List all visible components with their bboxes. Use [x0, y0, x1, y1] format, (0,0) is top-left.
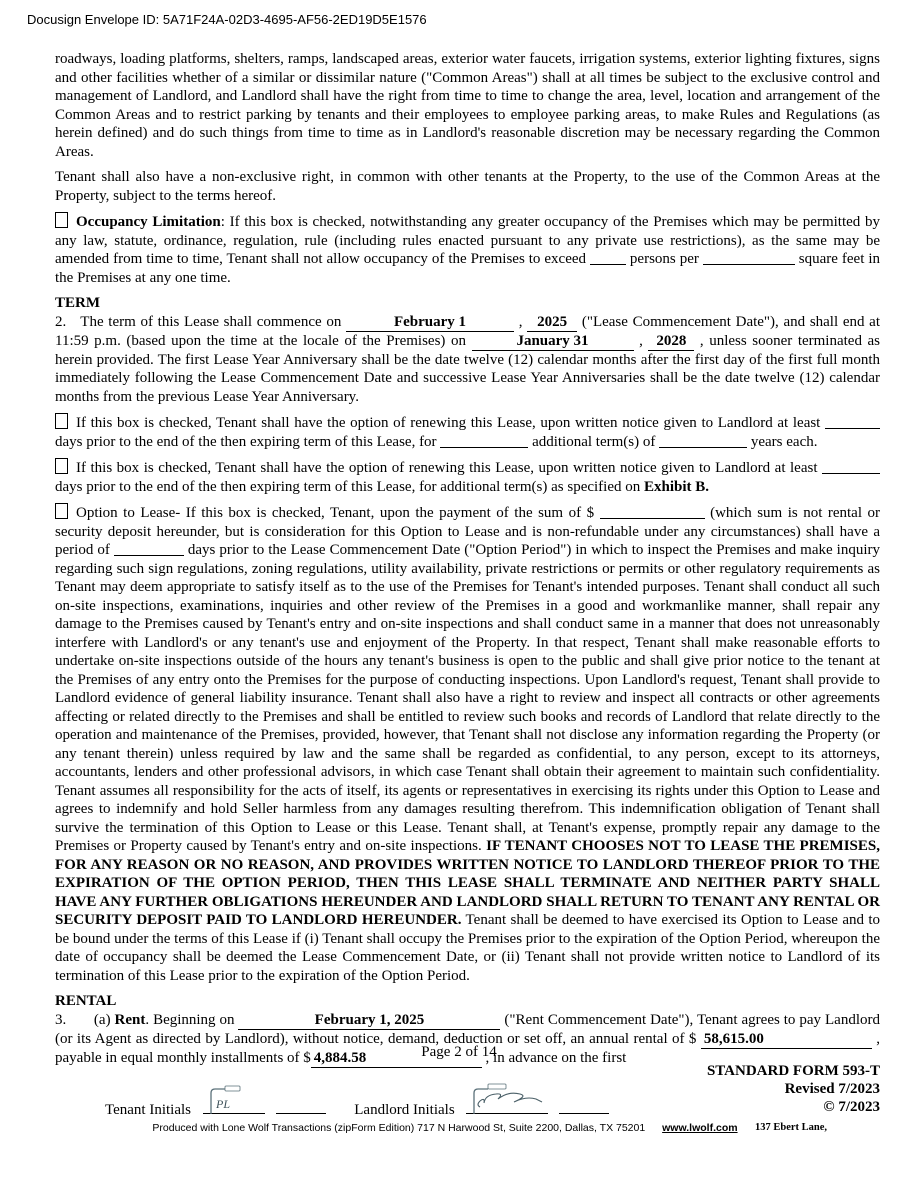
produced-with-line — [100, 1122, 790, 1134]
form-number: STANDARD FORM 593-T — [706, 1063, 880, 1079]
text-run: years each. — [747, 433, 818, 450]
form-checkbox[interactable] — [55, 212, 68, 228]
produced-with-text: Produced with Lone Wolf Transactions (zipForm Edition) 717 N Harwood St, Suite 2200, Dallas, TX 75201 — [152, 1122, 646, 1134]
text-run: square feet in the Premises at any one time. — [55, 251, 880, 286]
paragraph — [55, 212, 880, 287]
blank-field — [590, 250, 626, 265]
tenant-initials-extra-line — [276, 1095, 326, 1114]
text-run: Option to Lease- If this box is checked, Tenant, upon the payment of the sum of $ — [76, 505, 600, 521]
text-run: If this box is checked, Tenant shall have the option of renewing this Lease, upon written notice given to Landlord at least — [76, 415, 825, 431]
text-run: persons per — [625, 251, 703, 267]
text-run: 3. (a) — [55, 1011, 115, 1028]
filled-field: 2025 — [527, 313, 577, 332]
tenant-initials-field[interactable] — [203, 1095, 265, 1114]
text-run: If this box is checked, Tenant shall have the option of renewing this Lease, upon written notice given to Landlord at least — [76, 460, 822, 476]
page-indicator: Page 2 of 14 — [421, 1044, 497, 1060]
blank-field — [822, 459, 880, 474]
text-run: roadways, loading platforms, shelters, ramps, landscaped areas, exterior water faucets, irrigation systems, exterior lighting fixtures, signs and other facilities whether of a similar or dissimilar nature ("Common Areas") shall at all times be subject to the exclusive control and management of Landlord, and Landlord shall have the right from time to time to change the area, level, location and arrangement of the Common Areas and to restrict parking by tenants and their employees to employee parking areas, to make Rules and Regulations (as herein defined) and do such things from time to time as in Landlord's reasonable discretion may be necessary regarding the Common Areas. — [55, 51, 880, 160]
landlord-initials-signature-icon — [468, 1083, 546, 1115]
text-run: TERM — [55, 295, 100, 311]
text-run: additional term(s) of — [528, 433, 660, 450]
blank-field — [825, 414, 880, 429]
text-run: 2. The term of this Lease shall commence on — [55, 313, 347, 330]
filled-field: February 1, 2025 — [238, 1011, 500, 1030]
tenant-initials-value: PL — [215, 1097, 230, 1111]
form-checkbox[interactable] — [55, 413, 68, 429]
paragraph — [55, 168, 880, 205]
text-run: . Beginning on — [145, 1011, 239, 1028]
blank-field — [440, 433, 528, 448]
bold-text-run: Exhibit B. — [644, 478, 710, 495]
text-run: RENTAL — [55, 993, 117, 1009]
filled-field: 4,884.58 — [311, 1049, 482, 1068]
landlord-initials-label: Landlord Initials — [354, 1102, 455, 1118]
bold-text-run: Occupancy Limitation — [76, 214, 221, 230]
section-heading — [55, 294, 880, 313]
form-stamp-block — [707, 1062, 880, 1116]
text-run: (which sum is not rental or security deposit hereunder, but is consideration for this Option to Lease and is non-refundable under any circumstances) shall have a period of — [55, 505, 880, 558]
text-run: days prior to the end of the then expiring term of this Lease, for — [55, 433, 441, 450]
bold-text-run: IF TENANT CHOOSES NOT TO LEASE THE PREMISES, FOR ANY REASON OR NO REASON, AND PROVIDES WRITTEN NOTICE TO LANDLORD THEREOF PRIOR TO THE EXPIRATION OF THE OPTION PERIOD, THEN THIS LEASE SHALL TERMINATE AND NEITHER PARTY SHALL HAVE ANY FURTHER OBLIGATIONS HEREUNDER AND LANDLORD SHALL RETURN TO TENANT ANY RENTAL OR SECURITY DEPOSIT PAID TO LANDLORD HEREUNDER. — [55, 838, 880, 928]
filled-field: January 31 — [472, 332, 634, 351]
text-run: days prior to the end of the then expiring term of this Lease, for additional term(s) as specified on — [55, 478, 644, 495]
filled-field: February 1 — [346, 313, 514, 332]
docusign-envelope-id: Docusign Envelope ID: 5A71F24A-02D3-4695-AF56-2ED19D5E1576 — [27, 12, 427, 27]
text-run: , payable in equal monthly installments of $ — [55, 1030, 881, 1066]
section-heading — [55, 992, 880, 1011]
filled-field: 2028 — [648, 332, 694, 351]
address-note: 137 Ebert Lane, — [755, 1122, 828, 1133]
blank-field — [114, 541, 184, 556]
landlord-initials-field[interactable] — [466, 1095, 548, 1114]
text-run: Tenant shall be deemed to have exercised its Option to Lease and to be bound under the terms of this Lease if (i) Tenant shall occupy the Premises prior to the expiration of the Option Period, whereupon the date of occupancy shall be deemed the Lease Commencement Date, or (ii) Tenant shall not provide written notice to Landlord of its termination of this Lease prior to the expiration of the Option Period. — [55, 912, 881, 984]
form-copyright: © 7/2023 — [823, 1099, 880, 1115]
bold-text-run: Rent — [114, 1011, 146, 1028]
paragraph — [55, 458, 880, 496]
paragraph — [55, 50, 880, 161]
blank-field — [659, 433, 747, 448]
paragraph — [55, 313, 880, 407]
paragraph — [55, 413, 880, 451]
tenant-initials-stamp-icon — [205, 1085, 257, 1115]
text-run: , in advance on the first — [481, 1049, 627, 1066]
blank-field — [703, 250, 795, 265]
initials-row — [105, 1095, 616, 1119]
text-run: : If this box is checked, notwithstanding any greater occupancy of the Premises which may be permitted by any law, statute, ordinance, regulation, rule (including rules enacted pursuant to any private use restrictions), as the same may be amended from time to time, Tenant shall not allow occupancy of the Premises to exceed — [55, 214, 880, 267]
form-revision: Revised 7/2023 — [784, 1081, 880, 1097]
text-run: , — [633, 332, 649, 349]
form-checkbox[interactable] — [55, 503, 68, 519]
text-run: ("Rent Commencement Date"), Tenant agrees to pay Landlord (or its Agent as directed by Landlord), without notice, demand, deduction or set off, an annual rental of $ — [55, 1011, 880, 1047]
paragraph — [55, 503, 880, 985]
text-run: ("Lease Commencement Date"), and shall end at 11:59 p.m. (based upon the time at the locale of the Premises) on — [55, 313, 880, 349]
form-checkbox[interactable] — [55, 458, 68, 474]
lwolf-link[interactable]: www.lwolf.com — [662, 1122, 738, 1134]
text-run: , unless sooner terminated as herein provided. The first Lease Year Anniversary shall be the date twelve (12) calendar months after the first day of the first full month immediately following the Lease Commencement Date and successive Lease Year Anniversaries shall be the date twelve (12) calendar months from the previous Lease Year Anniversary. — [55, 332, 881, 405]
text-run: Tenant shall also have a non-exclusive right, in common with other tenants at the Property, to the use of the Common Areas at the Property, subject to the terms hereof. — [55, 169, 880, 204]
tenant-initials-label: Tenant Initials — [105, 1102, 192, 1118]
landlord-initials-extra-line — [559, 1095, 609, 1114]
text-run: , — [514, 313, 528, 330]
document-body — [55, 50, 880, 1075]
text-run: days prior to the Lease Commencement Date ("Option Period") in which to inspect the Premises and make inquiry regarding such sign regulations, zoning regulations, utility availability, private restrictions or permits or other regulatory requirements as Tenant may deem appropriate to satisfy itself as to the use of the Premises for Tenant's intended purposes. Tenant shall conduct all such on-site inspections, examinations, inquiries and other review of the Premises in a good and workmanlike manner, shall repair any damage to the Premises caused by Tenant's entry and on-site inspections and shall conduct same in a manner that does not unreasonably interfere with Landlord's or any tenant's use and enjoyment of the Property. In that respect, Tenant shall make reasonable efforts to undertake on-site inspections outside of the hours any tenant's business is open to the public and shall give prior notice to the tenant at the Premises of any entry onto the Premises for the purpose of conducting inspections. Upon Landlord's request, Tenant shall provide to Landlord evidence of general liability insurance. Tenant shall also have a right to review and inspect all contracts or other agreements affecting or related directly to the Premises and shall be entitled to review such books and records of Landlord that relate directly to the operation and maintenance of the Premises, provided, however, that Tenant shall not disclose any information regarding the Property (or any tenant therein) unless required by law and the same shall be regarded as confidential, to any person, except to its attorneys, accountants, lenders and other professional advisors, in which case Tenant shall obtain their agreement to maintain such confidentiality. Tenant assumes all responsibility for the acts of itself, its agents or representatives in exercising its rights under this Option to Lease and agrees to indemnify and hold Seller harmless from any damages resulting therefrom. This indemnification obligation of Tenant shall survive the termination of this Option to Lease or this Lease. Tenant shall, at Tenant's expense, promptly repair any damage to the Premises or Property caused by Tenant's entry and on-site inspections. — [55, 542, 880, 854]
filled-field: 58,615.00 — [701, 1030, 872, 1049]
blank-field — [600, 504, 705, 519]
